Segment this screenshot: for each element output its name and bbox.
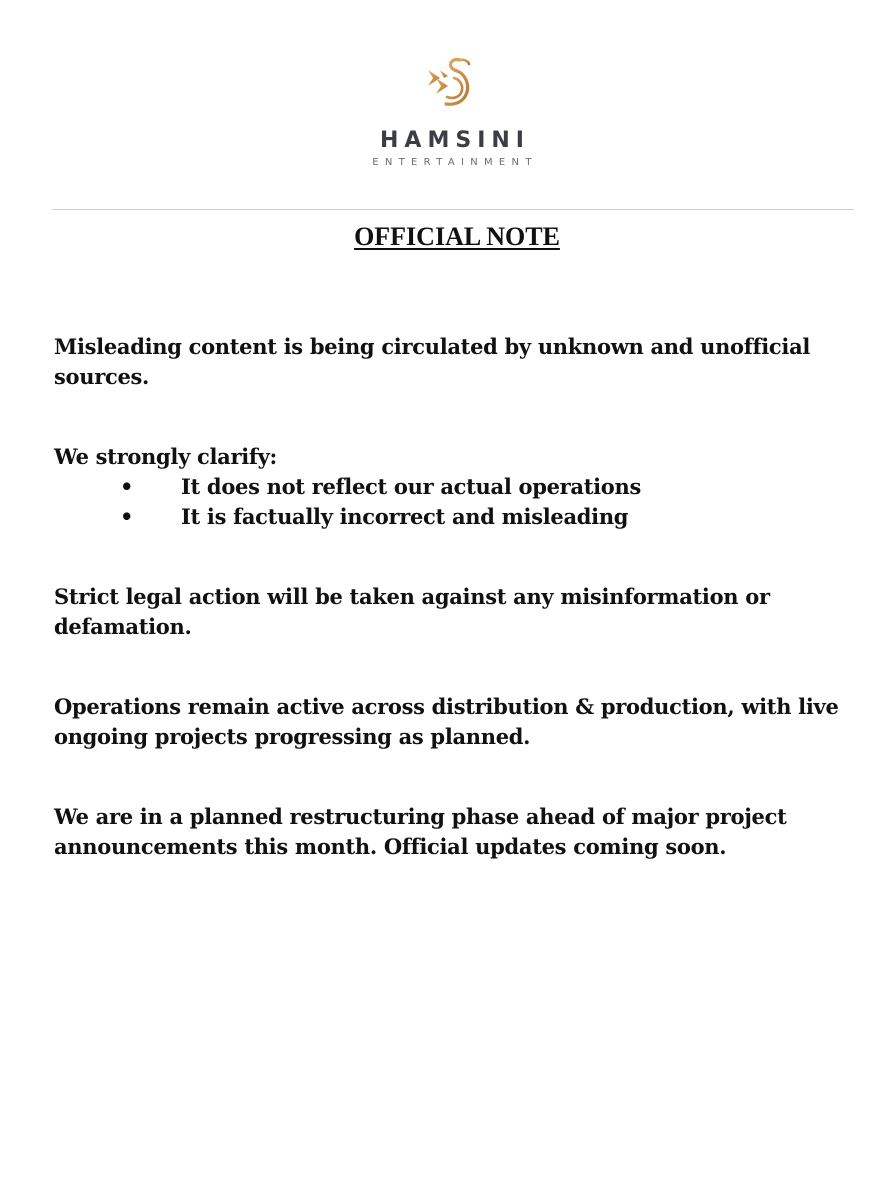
page-title: OFFICIAL NOTE	[354, 222, 560, 251]
clarification-intro: We strongly clarify:	[54, 444, 277, 469]
brand-subtitle: ENTERTAINMENT	[372, 157, 538, 168]
paragraph-misleading-content: Misleading content is being circulated by unknown and unofficial sources.	[54, 334, 811, 389]
notice-body	[54, 332, 854, 862]
letterhead	[0, 0, 890, 210]
list-item-text: It is factually incorrect and misleading	[181, 504, 629, 529]
list-item	[54, 472, 854, 502]
swan-arrow-logo-icon	[424, 56, 486, 112]
bullet-icon: •	[120, 474, 134, 499]
clarification-list	[54, 472, 854, 532]
paragraph-operations: Operations remain active across distribution & production, with live ongoing projects progressing as planned.	[54, 694, 839, 749]
brand-name: HAMSINI	[380, 128, 530, 153]
header-divider	[52, 209, 854, 210]
paragraph-restructuring: We are in a planned restructuring phase ahead of major project announcements this month. Official updates coming soon.	[54, 804, 787, 859]
paragraph-legal-action: Strict legal action will be taken against any misinformation or defamation.	[54, 584, 770, 639]
list-item	[54, 502, 854, 532]
bullet-icon: •	[120, 504, 134, 529]
list-item-text: It does not reflect our actual operations	[181, 474, 642, 499]
clarification-block	[54, 442, 854, 532]
